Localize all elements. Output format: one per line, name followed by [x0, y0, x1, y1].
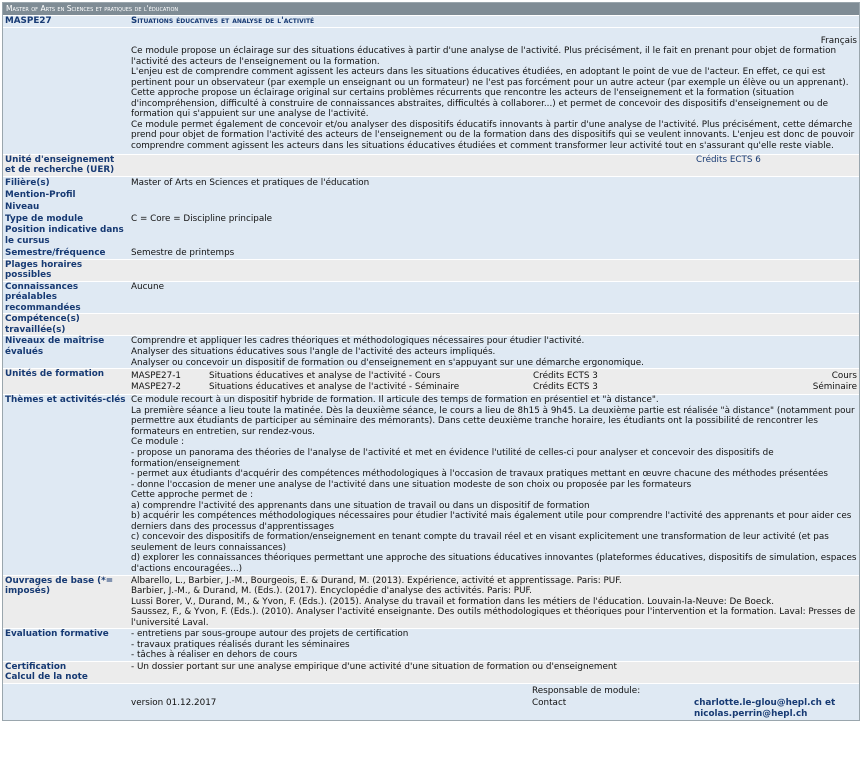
type-value: C = Core = Discipline principale — [131, 213, 273, 224]
filiere-value: Master of Arts en Sciences et pratiques de l'éducation — [131, 177, 370, 188]
connaissances-label: Connaissances préalables recommandées — [3, 282, 128, 314]
theme-line: c) concevoir des dispositifs de formation/enseignement en tenant compte du travail réel et en visant explicitement une transformation de leur activité (et pas seulement de leurs connaissances) — [131, 532, 829, 553]
description-paragraph: L'enjeu est de comprendre comment agissent les acteurs dans les situations éducatives étudiées, en adoptant le point de vue de l'acteur. En effet, ce qui est pertinent pour un observateur (par exemple un enseignant ou un formateur) ne l'est pas forcément pour un autre acteur (par exemple un élève ou un apprenant). — [131, 67, 849, 88]
niveaux-label: Niveaux de maîtrise évalués — [3, 336, 128, 368]
themes-label: Thèmes et activités-clés — [3, 395, 128, 574]
description-paragraph: Ce module propose un éclairage sur des situations éducatives à partir d'une analyse de l'activité. Plus précisément, il le fait en prenant pour objet de formation l'activité des acteurs de l'enseignement ou la formation. — [131, 46, 837, 67]
theme-line: Cette approche permet de : — [131, 490, 254, 501]
unit-name: Situations éducatives et analyse de l'activité - Cours — [209, 371, 441, 382]
evaluation-value — [128, 629, 859, 661]
unit-code: MASPE27-2 — [131, 381, 182, 392]
ouvrage-item: Barbier, J.-M., & Durand, M. (Eds.). (2017). Encyclopédie d'analyse des activités. Paris: PUF. — [131, 586, 532, 597]
semestre-label: Semestre/fréquence — [5, 247, 106, 258]
niveau-label: Niveau — [5, 201, 40, 212]
unit-code: MASPE27-1 — [131, 371, 182, 382]
ouvrage-item: Albarello, L., Barbier, J.-M., Bourgeois, E. & Durand, M. (2013). Expérience, activité et apprentissage. Paris: PUF. — [131, 575, 622, 586]
theme-line: d) explorer les connaissances théoriques permettant une approche des situations éducatives innovantes (plateformes éducatives, dispositifs de simulation, espaces d'actions encouragées...) — [131, 553, 857, 574]
ouvrage-item: Lussi Borer, V., Durand, M., & Yvon, F. (Eds.). (2015). Analyse du travail et formation dans les métiers de l'éducation. Louvain-la-Neuve: De Boeck. — [131, 596, 775, 607]
unit-name: Situations éducatives et analyse de l'activité - Séminaire — [209, 381, 460, 392]
language: Français — [820, 35, 857, 46]
theme-line: - permet aux étudiants d'acquérir des compétences méthodologiques à l'occasion de travaux pratiques mettant en œuvre chacune des méthodes présentées — [131, 469, 828, 480]
evaluation-item: - entretiens par sous-groupe autour des projets de certification — [131, 629, 409, 640]
niveau-item: Analyser ou concevoir un dispositif de formation ou d'enseignement en s'appuyant sur une démarche ergonomique. — [131, 357, 644, 368]
unites-label: Unités de formation — [3, 369, 128, 394]
plages-label: Plages horaires possibles — [3, 260, 128, 281]
certification-value: - Un dossier portant sur une analyse empirique d'une activité d'une situation de formation ou d'enseignement — [128, 662, 859, 683]
unit-kind: Cours — [831, 371, 857, 382]
ouvrages-label: Ouvrages de base (*= imposés) — [3, 576, 128, 629]
description-paragraph: Ce module permet également de concevoir et/ou analyser des dispositifs éducatifs innovants à partir d'une analyse de l'activité. Plus précisément, cette démarche prend pour objet de formation l'activité des acteurs de l'enseignement ou de la formation dans des dispositifs qui se veulent innovants. L'enjeu est donc de pouvoir comprendre comment agissent les acteurs dans les situations éducatives étudiées et comment transformer leur activité tout en s'assurant qu'elle reste viable. — [131, 119, 855, 152]
module-code-cell — [3, 16, 128, 27]
unit-credits: Crédits ECTS 3 — [533, 381, 598, 392]
certification-label: Certification — [5, 661, 67, 672]
uer-value — [128, 155, 859, 176]
module-title: Situations éducatives et analyse de l'activité — [131, 16, 315, 26]
semestre-value: Semestre de printemps — [131, 247, 235, 258]
unit-row — [131, 382, 857, 393]
filiere-label: Filière(s) — [5, 177, 50, 188]
module-code: MASPE27 — [5, 16, 52, 26]
description-paragraph: Cette approche propose un éclairage original sur certains problèmes récurrents que rencontre les acteurs de l'enseignement et la formation (situation d'incompréhension, difficulté à construire de connaissances abstraites, difficultés à collaborer...) et permet de concevoir des dispositifs d'enseignement ou de formation qui s'appuient sur une analyse de l'activité. — [131, 88, 829, 120]
theme-line: La première séance a lieu toute la matinée. Dès la deuxième séance, le cours a lieu de 8h15 à 9h45. La deuxième partie est réalisée "à distance" (notamment pour permettre aux étudiants de participer au séminaire des mémorants). Dans cette deuxième tranche horaire, les étudiants ont la possibilité de rencontrer les formateurs en entretien, sur rendez-vous. — [131, 405, 855, 437]
mention-label: Mention-Profil — [5, 189, 76, 200]
theme-line: a) comprendre l'activité des apprenants dans une situation de travail ou dans un dispositif de formation — [131, 500, 590, 511]
type-label: Type de module — [5, 213, 84, 224]
position-label: Position indicative dans le cursus — [5, 224, 124, 246]
ouvrages-value — [128, 576, 859, 629]
contact-emails[interactable]: charlotte.le-glou@hepl.ch et nicolas.perrin@hepl.ch — [694, 697, 836, 719]
niveau-item: Analyser des situations éducatives sous l'angle de l'activité des acteurs impliqués. — [131, 347, 496, 358]
module-title-cell — [128, 16, 859, 27]
themes-value — [128, 395, 859, 574]
niveaux-value — [128, 336, 859, 368]
version: version 01.12.2017 — [131, 697, 217, 708]
evaluation-item: - travaux pratiques réalisés durant les séminaires — [131, 639, 350, 650]
calcul-label: Calcul de la note — [5, 672, 88, 683]
connaissances-value: Aucune — [128, 282, 859, 314]
responsable-label: Responsable de module: — [532, 685, 641, 696]
program-header: Master of Arts en Sciences et pratiques de l'éducation — [3, 3, 859, 15]
ouvrage-item: Saussez, F., & Yvon, F. (Eds.). (2010). Analyser l'activité enseignante. Des outils méthodologiques et théoriques pour l'intervention et la formation. Laval: Presses de l'université Laval. — [131, 607, 856, 628]
theme-line: - donne l'occasion de mener une analyse de l'activité dans une situation modeste de son choix ou proposée par les formateurs — [131, 479, 692, 490]
evaluation-label: Evaluation formative — [3, 629, 128, 661]
theme-line: Ce module recourt à un dispositif hybride de formation. Il articule des temps de formation en présentiel et "à distance". — [131, 395, 659, 406]
unites-value — [128, 369, 859, 394]
theme-line: b) acquérir les compétences méthodologiques nécessaires pour étudier l'activité mais également utile pour comprendre l'activité des apprenants et pour aider ces derniers dans des processus d'apprentissages — [131, 511, 852, 532]
theme-line: - propose un panorama des théories de l'analyse de l'activité et met en évidence l'utilité de celles-ci pour analyser et concevoir des dispositifs de formation/enseignement — [131, 447, 774, 469]
credits-value: Crédits ECTS 6 — [696, 154, 761, 165]
module-description — [131, 46, 857, 153]
unit-credits: Crédits ECTS 3 — [533, 371, 598, 382]
evaluation-item: - tâches à réaliser en dehors de cours — [131, 650, 298, 661]
niveau-item: Comprendre et appliquer les cadres théoriques et méthodologiques nécessaires pour étudier l'activité. — [131, 336, 585, 347]
competences-label: Compétence(s) travaillée(s) — [3, 314, 128, 335]
contact-label: Contact — [532, 697, 567, 708]
module-sheet — [2, 2, 860, 721]
footer — [3, 683, 859, 720]
theme-line: Ce module : — [131, 437, 185, 448]
uer-label: Unité d'enseignement et de recherche (UER) — [3, 155, 128, 176]
unit-row — [131, 371, 857, 382]
unit-kind: Séminaire — [812, 381, 857, 392]
